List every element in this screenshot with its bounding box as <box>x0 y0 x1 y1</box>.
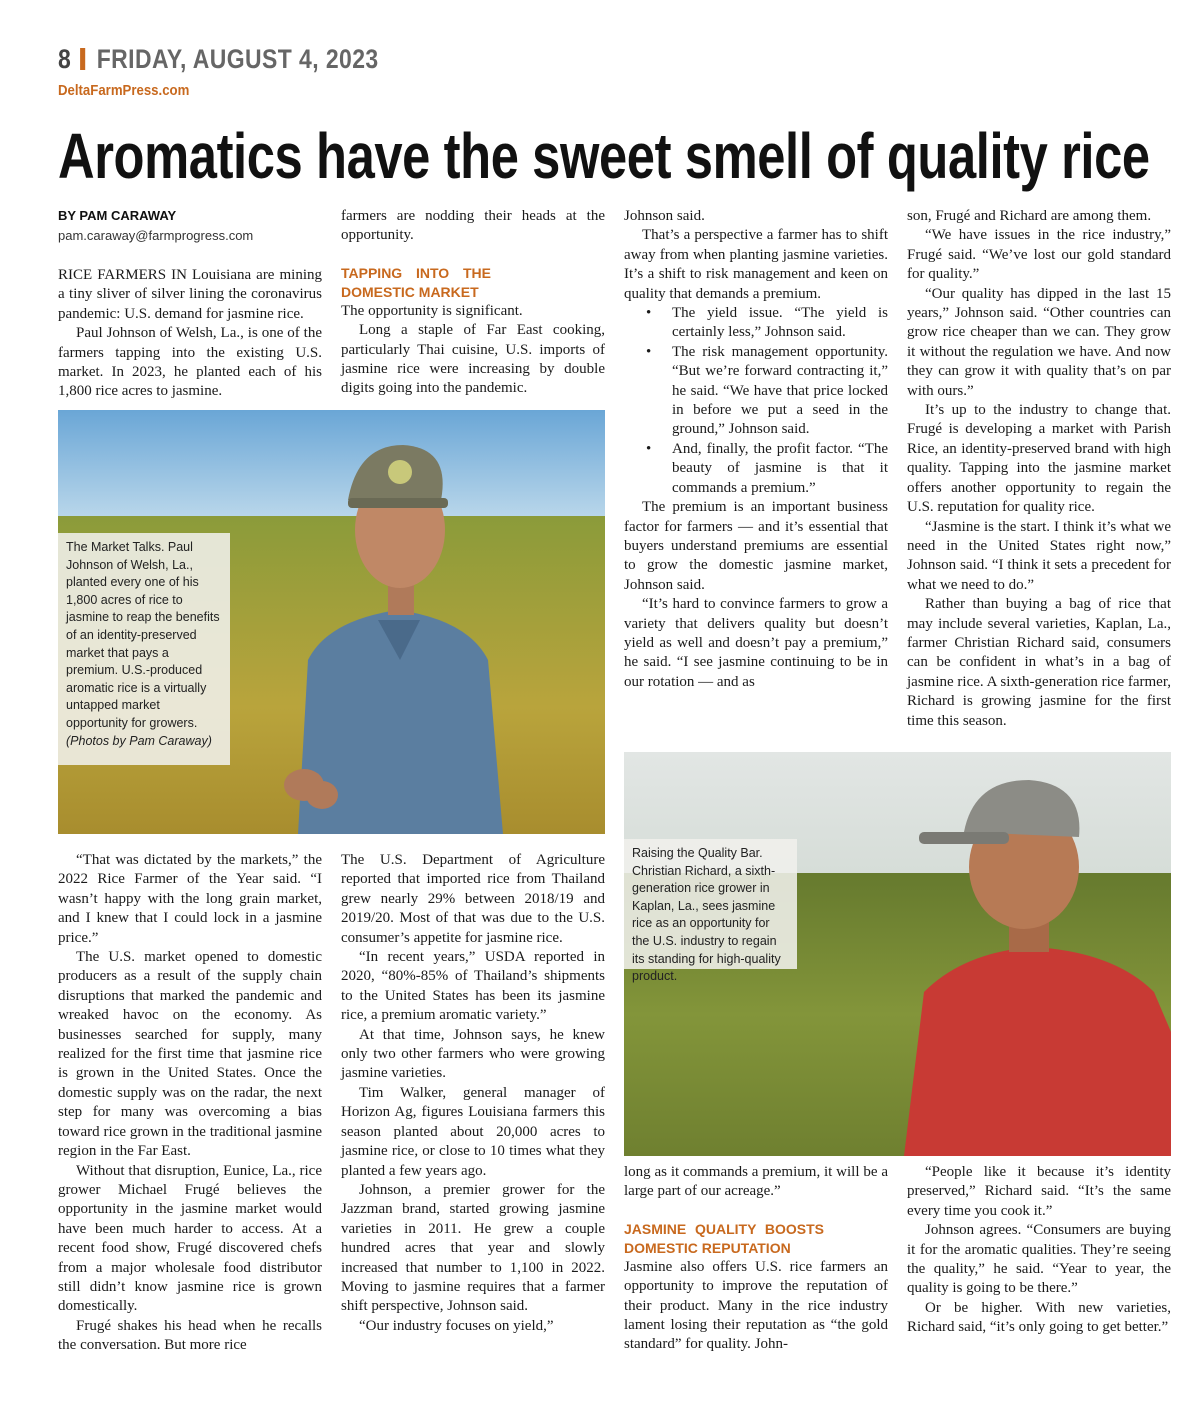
photo-credit: (Photos by Pam Caraway) <box>66 733 212 748</box>
paragraph: Without that disruption, Eunice, La., rice grower Michael Frugé believes the opportunity in the jasmine market would have been much harder to access. At a recent food show, Frugé discovered chefs from a major wholesale food distributor still didn’t know jasmine rice is grown domestically. <box>58 1162 322 1315</box>
headline: Aromatics have the sweet smell of quality rice <box>58 120 1150 192</box>
paragraph: At that time, Johnson says, he knew only two other farmers who were growing jasmine varieties. <box>341 1026 605 1082</box>
paragraph: “Our quality has dipped in the last 15 years,” Johnson said. “Other countries can grow rice cheaper than we can. They grow it without the regulation we have. And now they can grow it with quality that’s on par with ours.” <box>907 285 1171 399</box>
paragraph: “That was dictated by the markets,” the 2022 Rice Farmer of the Year said. “I wasn’t happy with the long grain market, and I knew that I could lock in a jasmine price.” <box>58 852 322 946</box>
column-3-top <box>624 207 888 692</box>
column-1-top <box>58 266 322 402</box>
list-item: • And, finally, the profit factor. “The beauty of jasmine is that it commands a premium.” <box>672 440 888 498</box>
caption-text: Raising the Quality Bar. Christian Richard, a sixth-generation rice grower in Kaplan, La., sees jasmine rice as an opportunity for the U.S. industry to regain its standing for high-quality product. <box>632 846 781 984</box>
paragraph: It’s up to the industry to change that. Frugé is developing a market with Parish Rice, an identity-preserved brand with high quality. Tapping into the jasmine market offers another opportunity to regain the U.S. reputation for quality rice. <box>907 402 1171 516</box>
column-3-bottom <box>624 1163 888 1355</box>
photo-1-caption <box>58 533 230 765</box>
column-2-bottom <box>341 851 605 1336</box>
paragraph: “People like it because it’s identity preserved,” Richard said. “It’s the same every time you cook it.” <box>907 1164 1171 1219</box>
page-folio <box>58 44 379 75</box>
paragraph: “It’s hard to convince farmers to grow a variety that delivers quality but doesn’t yield as well and doesn’t pay a premium,” he said. “I see jasmine continuing to be in our rotation — and as <box>624 596 888 690</box>
issue-date: FRIDAY, AUGUST 4, 2023 <box>96 44 379 74</box>
paragraph: The premium is an important business factor for farmers — and it’s essential that buyers understand premiums are essential to grow the domestic jasmine market, Johnson said. <box>624 499 888 593</box>
paragraph: The opportunity is significant. <box>341 302 523 319</box>
paragraph: Jasmine also offers U.S. rice farmers an opportunity to improve the reputation of their product. Many in the rice industry lament losing their reputation as “the gold standard” for quality. John- <box>624 1258 888 1353</box>
paragraph: long as it commands a premium, it will be a large part of our acreage.” <box>624 1164 888 1200</box>
paragraph: “In recent years,” USDA reported in 2020, “80%-85% of Thailand’s shipments to the United States has been its jasmine rice, a premium aromatic variety.” <box>341 949 605 1024</box>
column-4-top <box>907 207 1171 731</box>
photo-christian-richard <box>624 752 1171 1156</box>
folio-divider <box>80 48 85 70</box>
list-item: • The yield issue. “The yield is certainly less,” Johnson said. <box>672 304 888 343</box>
paragraph: Frugé shakes his head when he recalls the conversation. But more rice <box>58 1317 322 1354</box>
paragraph: Long a staple of Far East cooking, particularly Thai cuisine, U.S. imports of jasmine rice were increasing by double digits going into the pandemic. <box>341 322 605 397</box>
paragraph: Paul Johnson of Welsh, La., is one of the farmers tapping into the existing U.S. market. In 2023, he planted each of his 1,800 rice acres to jasmine. <box>58 325 322 400</box>
page-number: 8 <box>58 44 72 74</box>
paragraph: Johnson, a premier grower for the Jazzman brand, started growing jasmine varieties in 2011. He grew a couple hundred acres that year and slowly increased that number to 1,100 in 2022. Moving to jasmine requires that a farmer shift perspective, Johnson said. <box>341 1181 605 1315</box>
caption-text: The Market Talks. Paul Johnson of Welsh, La., planted every one of his 1,800 acres of rice to jasmine to reap the benefits of an identity-preserved market that pays a premium. U.S.-produced aromatic rice is a virtually untapped market opportunity for growers. <box>66 540 220 730</box>
paragraph: Johnson agrees. “Consumers are buying it for the aromatic qualities. They’re seeing the quality,” he said. “Year to year, the quality is going to be there.” <box>907 1222 1171 1297</box>
paragraph: That’s a perspective a farmer has to shift away from when planting jasmine varieties. It’s a shift to risk management and keen on quality that demands a premium. <box>624 227 888 302</box>
subhead-tapping: TAPPING INTO THE DOMESTIC MARKET <box>341 264 491 300</box>
paragraph: “Our industry focuses on yield,” <box>359 1317 554 1334</box>
author-email: pam.caraway@farmprogress.com <box>58 228 254 243</box>
paragraph: The U.S. Department of Agriculture reported that imported rice from Thailand grew nearly 29% between 2018/19 and 2019/20. Most of that was due to the U.S. consumer’s appetite for jasmine rice. <box>341 852 605 946</box>
column-4-bottom <box>907 1163 1171 1338</box>
photo-2-caption <box>624 839 797 984</box>
paragraph: “Jasmine is the start. I think it’s what we need in the United States right now,” Johnson said. “I think it sets a precedent for what we need to do.” <box>907 518 1171 593</box>
list-item: • The risk management opportunity. “But we’re forward contracting it,” he said. “We have that price locked in before we put a seed in the ground,” Johnson said. <box>672 343 888 440</box>
paragraph: Rather than buying a bag of rice that may include several varieties, Kaplan, La., farmer Christian Richard said, consumers can be confident in what’s in a bag of jasmine rice. A sixth-generation rice farmer, Richard is growing jasmine for the first time this season. <box>907 596 1171 729</box>
paragraph: farmers are nodding their heads at the opportunity. <box>341 208 605 244</box>
photo-paul-johnson <box>58 410 605 834</box>
paragraph: Johnson said. <box>624 208 705 224</box>
paragraph: Tim Walker, general manager of Horizon Ag, figures Louisiana farmers this season planted about 20,000 acres to jasmine rice, or close to 10 times what they planted a few years ago. <box>341 1084 605 1179</box>
paragraph: son, Frugé and Richard are among them. <box>907 208 1152 224</box>
column-1-bottom <box>58 851 322 1356</box>
subhead-jasmine-quality: JASMINE QUALITY BOOSTS DOMESTIC REPUTATION <box>624 1220 824 1256</box>
bullet-list <box>624 304 888 498</box>
paragraph: “We have issues in the rice industry,” Frugé said. “We’ve lost our gold standard for quality.” <box>907 227 1171 283</box>
paragraph: Or be higher. With new varieties, Richard said, “it’s only going to get better.” <box>907 1299 1171 1336</box>
lead-paragraph: RICE FARMERS IN Louisiana are mining a tiny sliver of silver lining the coronavirus pandemic: U.S. demand for jasmine rice. <box>58 267 322 322</box>
byline: BY PAM CARAWAY <box>58 208 177 223</box>
paragraph: The U.S. market opened to domestic producers as a result of the supply chain disruptions that marked the pandemic and wreaked havoc on the economy. As businesses searched for supply, many realized for the first time that jasmine rice is grown in the United States. Once the domestic supply was on the radar, the next step for many was overcoming a bias toward rice grown in the traditional jasmine region in the Far East. <box>58 949 322 1160</box>
site-name: DeltaFarmPress.com <box>58 82 190 99</box>
column-2-top <box>341 207 605 399</box>
